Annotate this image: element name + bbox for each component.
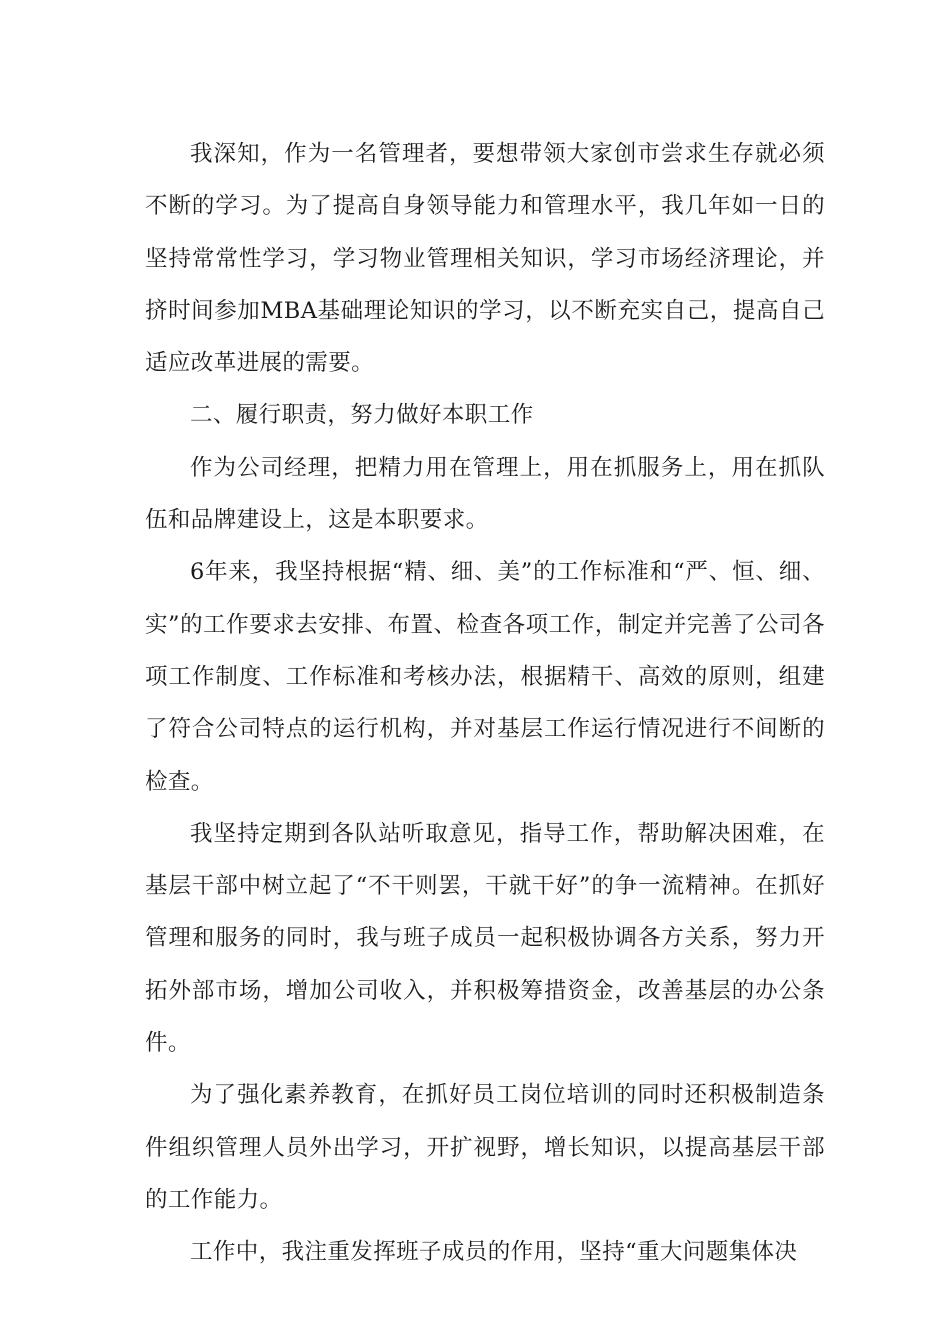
paragraph-team-role: 工作中，我注重发挥班子成员的作用，坚持“重大问题集体决 (190, 1239, 798, 1266)
paragraph-study: 我深知，作为一名管理者，要想带领大家创市尝求生存就必须不断的学习。为了提高自身领导能力和管理水平，我几年如一日的坚持常常性学习，学习物业管理相关知识，学习市场经济理论，并挤时间参加MBA基础理论知识的学习，以不断充实自己，提高自己适应改革进展的需要。 (145, 141, 825, 377)
paragraph-six-years: 6年来，我坚持根据“精、细、美”的工作标准和“严、恒、细、实”的工作要求去安排、布置、检查各项工作，制定并完善了公司各项工作制度、工作标准和考核办法，根据精干、高效的原则，组建了符合公司特点的运行机构，并对基层工作运行情况进行不间断的检查。 (145, 559, 825, 795)
paragraph-grassroots: 我坚持定期到各队站听取意见，指导工作，帮助解决困难，在基层干部中树立起了“不干则罢，干就干好”的争一流精神。在抓好管理和服务的同时，我与班子成员一起积极协调各方关系，努力开拓外部市场，增加公司收入，并积极筹措资金，改善基层的办公条件。 (145, 820, 825, 1057)
section-heading-duties: 二、履行职责，努力做好本职工作 (190, 402, 534, 429)
paragraph-training: 为了强化素养教育，在抓好员工岗位培训的同时还积极制造条件组织管理人员外出学习，开扩视野，增长知识，以提高基层干部的工作能力。 (145, 1082, 825, 1213)
document-body (145, 128, 825, 1279)
paragraph-manager-role: 作为公司经理，把精力用在管理上，用在抓服务上，用在抓队伍和品牌建设上，这是本职要求。 (145, 454, 825, 534)
